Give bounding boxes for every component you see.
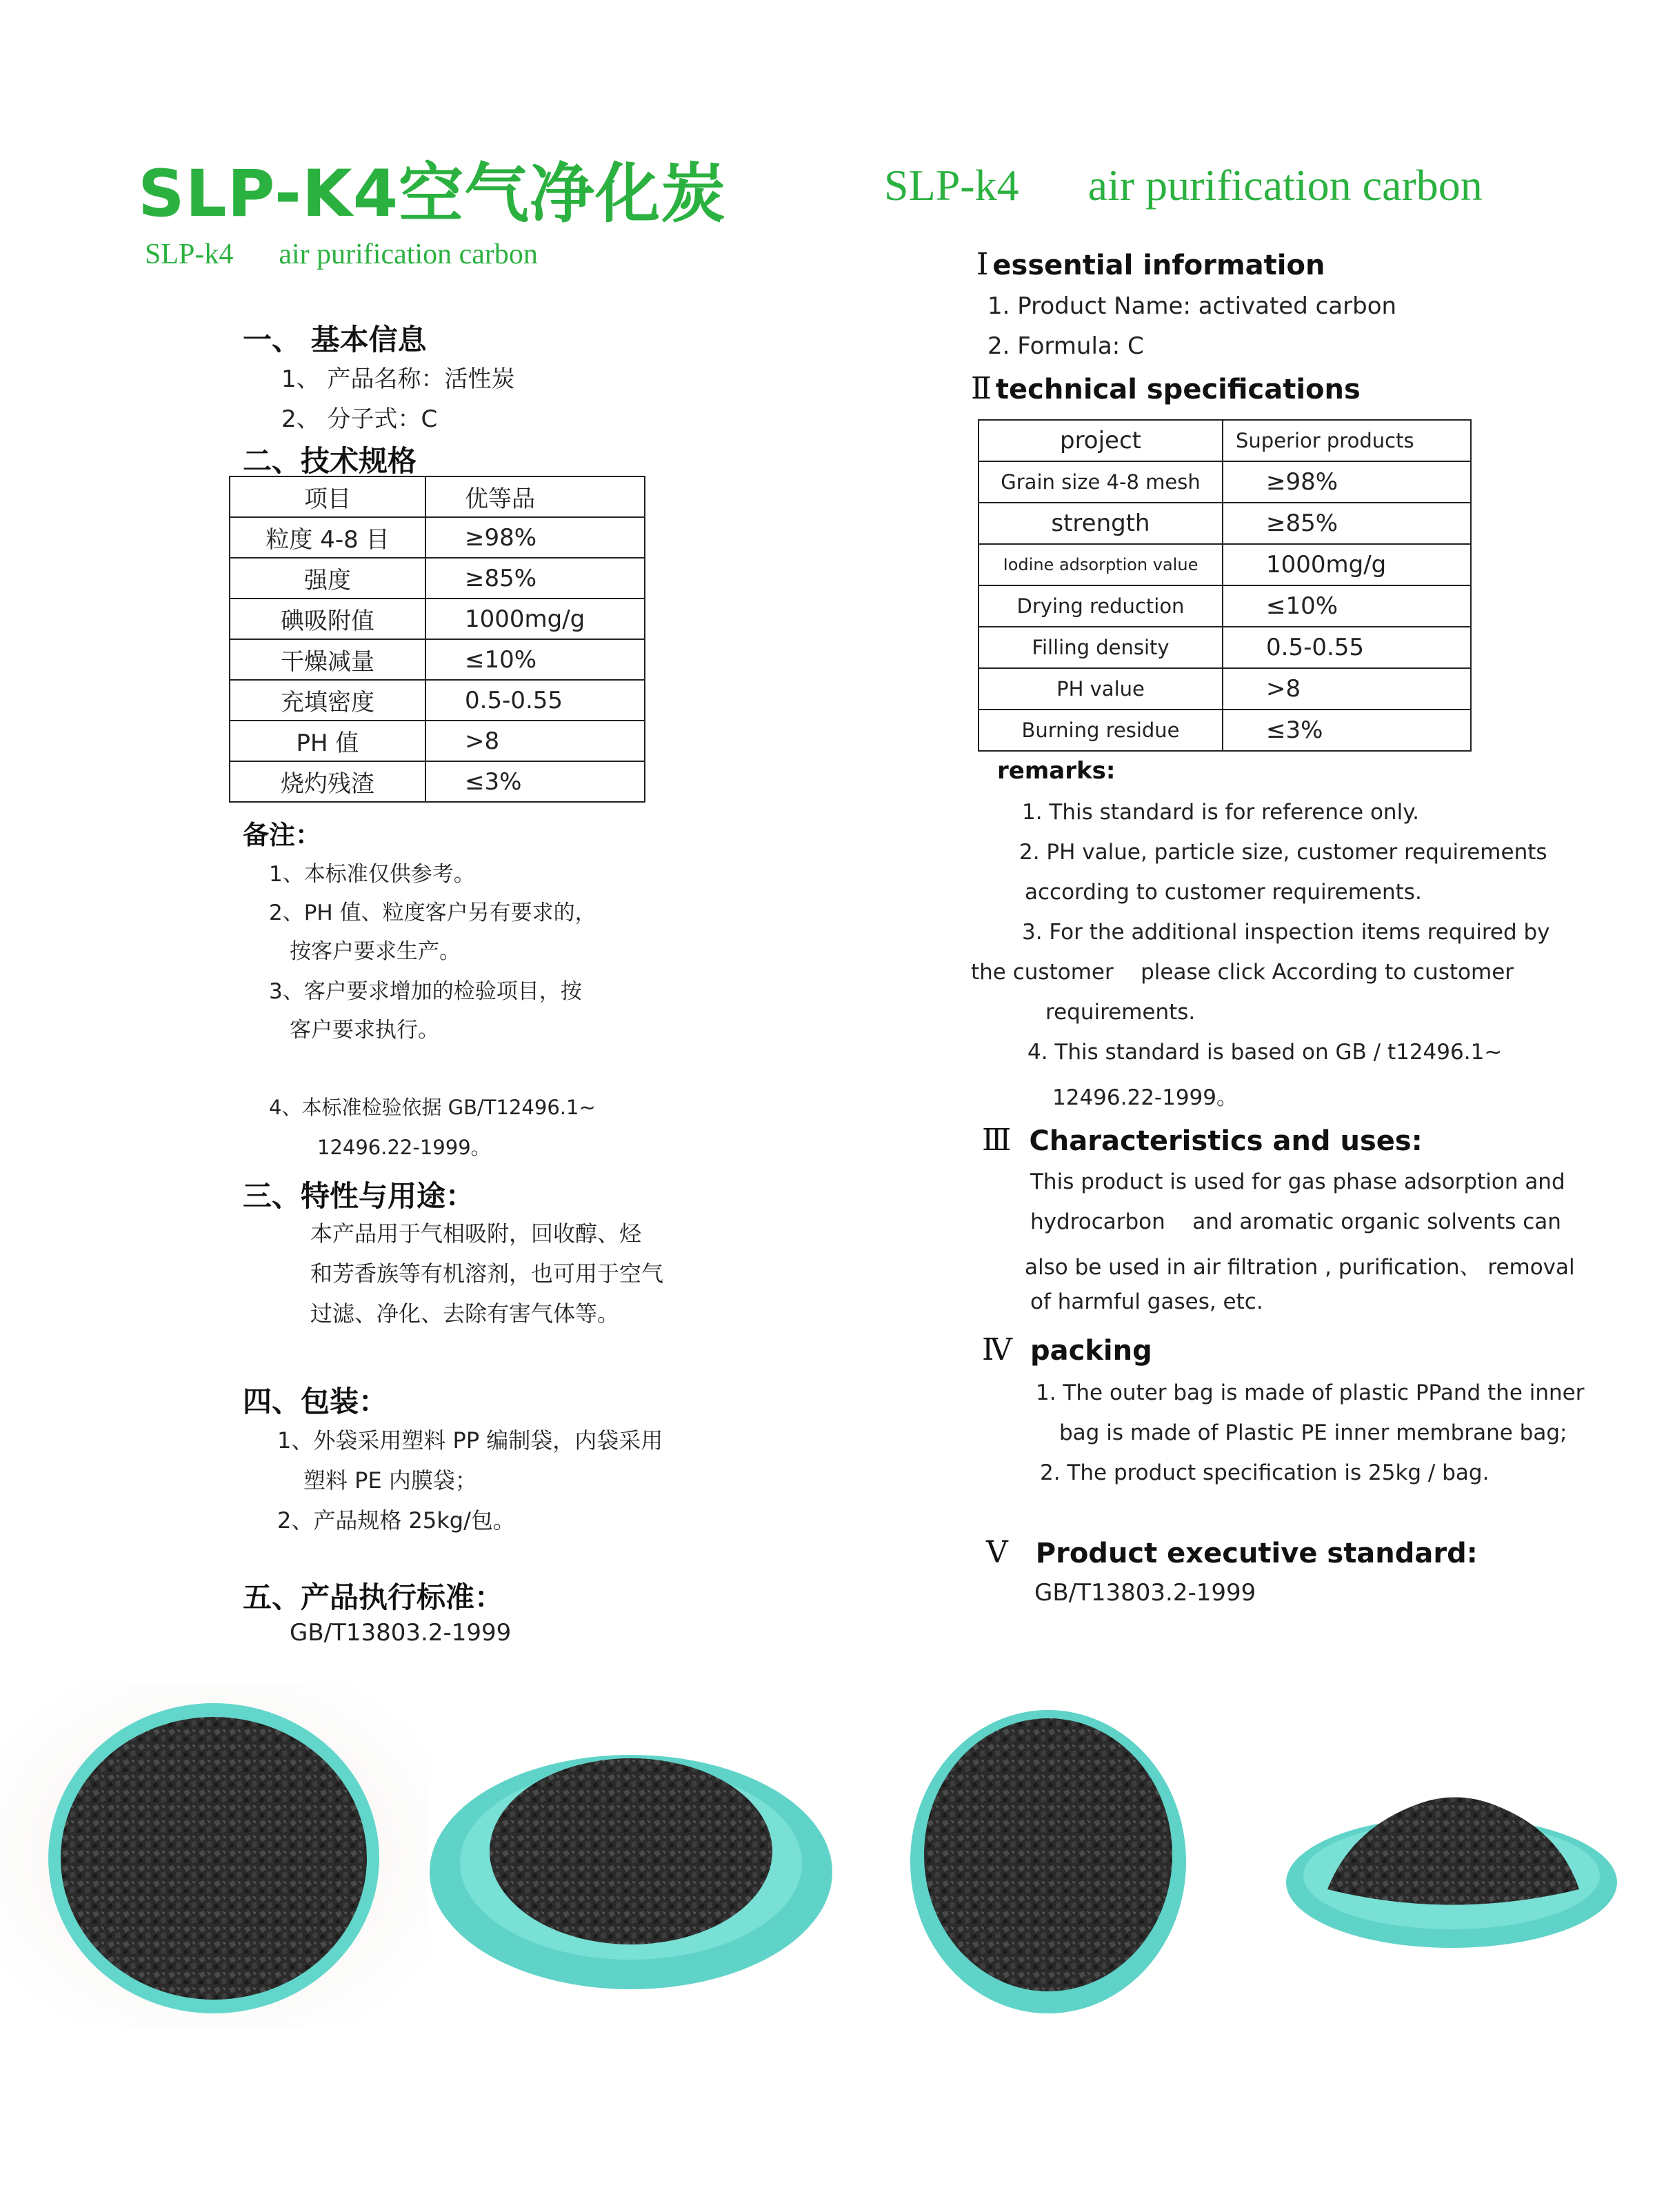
- product-photos: [0, 1682, 1655, 2027]
- page-title-en: [884, 160, 1483, 211]
- table-header-cell: 项目: [230, 476, 425, 517]
- cn-packing-line: 1、外袋采用塑料 PP 编制袋，内袋采用: [277, 1427, 663, 1454]
- en-basic-info-item: 1. Product Name: activated carbon: [987, 292, 1397, 320]
- table-row: [979, 544, 1471, 585]
- table-row: [230, 639, 645, 680]
- cn-section-packing-heading: 四、包装：: [243, 1385, 388, 1418]
- table-cell: strength: [979, 503, 1223, 544]
- en-remark-line: 2. PH value, particle size, customer requirements: [1019, 840, 1547, 865]
- cn-remarks-heading: 备注：: [243, 820, 322, 850]
- table-row: [979, 503, 1471, 544]
- en-section-characteristics-heading: [982, 1123, 1423, 1158]
- table-header-cell: 优等品: [425, 476, 645, 517]
- table-row: [979, 627, 1471, 668]
- table-cell: Filling density: [979, 627, 1223, 668]
- table-cell: ≥85%: [425, 558, 645, 599]
- carbon-pile-teal-dish-photo: [1286, 1798, 1617, 1949]
- en-characteristics-line: hydrocarbon and aromatic organic solvents can: [1030, 1209, 1561, 1234]
- page-subtitle: [145, 238, 538, 271]
- en-section-tech-spec-heading: [971, 371, 1361, 406]
- en-packing-line: bag is made of Plastic PE inner membrane bag;: [1059, 1420, 1567, 1445]
- table-cell: ≤10%: [1223, 585, 1471, 627]
- en-section-essential-label: essential information: [992, 250, 1325, 281]
- cn-section-characteristics-heading: 三、特性与用途：: [243, 1179, 475, 1213]
- table-cell: ≤3%: [1223, 710, 1471, 751]
- en-characteristics-line: This product is used for gas phase adsorption and: [1030, 1169, 1565, 1194]
- en-characteristics-line: also be used in air filtration , purification、 removal: [1025, 1255, 1575, 1280]
- cn-remark-line: 1、本标准仅供参考。: [269, 862, 475, 887]
- en-section-characteristics-label: Characteristics and uses:: [1029, 1125, 1423, 1157]
- table-header-row: [979, 420, 1471, 461]
- table-cell: ≤3%: [425, 761, 645, 802]
- en-basic-info-item: 2. Formula: C: [987, 332, 1144, 360]
- subtitle-text: air purification carbon: [279, 239, 538, 270]
- table-cell: ≤10%: [425, 639, 645, 680]
- en-section-tech-spec-label: technical specifications: [995, 374, 1361, 405]
- en-remark-line: according to customer requirements.: [1025, 880, 1422, 905]
- en-packing-line: 2. The product specification is 25kg / bag.: [1040, 1460, 1490, 1485]
- cn-characteristics-line: 和芳香族等有机溶剂，也可用于空气: [310, 1260, 664, 1287]
- product-photos-strip: [0, 1682, 1655, 2027]
- carbon-granules-closeup-photo: [910, 1710, 1186, 2013]
- en-remark-line: the customer please click According to customer: [971, 960, 1514, 985]
- roman-numeral-1: Ⅰ: [976, 247, 989, 282]
- cn-packing-line: 塑料 PE 内膜袋；: [303, 1467, 477, 1494]
- roman-numeral-5: Ⅴ: [986, 1535, 1008, 1570]
- cn-spec-table: [229, 476, 645, 803]
- table-cell: 0.5-0.55: [425, 680, 645, 721]
- cn-characteristics-line: 过滤、净化、去除有害气体等。: [310, 1300, 620, 1327]
- en-section-essential-heading: [976, 247, 1325, 282]
- table-cell: 充填密度: [230, 680, 425, 721]
- cn-basic-info-item: 2、 分子式：C: [281, 405, 438, 433]
- table-row: [230, 721, 645, 761]
- cn-section-standard-heading: 五、产品执行标准：: [243, 1580, 504, 1614]
- table-cell: 粒度 4-8 目: [230, 517, 425, 558]
- table-row: [230, 680, 645, 721]
- table-cell: Grain size 4-8 mesh: [979, 461, 1223, 503]
- table-cell: Burning residue: [979, 710, 1223, 751]
- table-cell: 烧灼残渣: [230, 761, 425, 802]
- table-header-cell: Superior products: [1223, 420, 1471, 461]
- cn-remark-line: 3、客户要求增加的检验项目，按: [269, 979, 582, 1004]
- en-remark-line: 12496.22-1999。: [1052, 1085, 1238, 1110]
- table-cell: 干燥减量: [230, 639, 425, 680]
- table-row: [230, 599, 645, 639]
- roman-numeral-4: Ⅳ: [982, 1332, 1012, 1367]
- cn-remark-line: 4、本标准检验依据 GB/T12496.1~: [269, 1096, 596, 1119]
- cn-standard-value: GB/T13803.2-1999: [290, 1619, 512, 1647]
- title-en-text: air purification carbon: [1087, 161, 1483, 210]
- en-remark-line: 3. For the additional inspection items required by: [1022, 920, 1550, 945]
- table-cell: >8: [1223, 668, 1471, 710]
- table-row: [979, 461, 1471, 503]
- table-cell: 0.5-0.55: [1223, 627, 1471, 668]
- en-characteristics-line: of harmful gases, etc.: [1030, 1289, 1263, 1314]
- table-cell: 碘吸附值: [230, 599, 425, 639]
- cn-basic-info-item: 1、 产品名称：活性炭: [281, 365, 515, 393]
- roman-numeral-2: Ⅱ: [971, 371, 992, 406]
- carbon-granules-photo: [0, 1682, 428, 2027]
- cn-remark-line: 2、PH 值、粒度客户另有要求的，: [269, 901, 596, 925]
- table-cell: 1000mg/g: [1223, 544, 1471, 585]
- table-row: [230, 761, 645, 802]
- en-standard-value: GB/T13803.2-1999: [1034, 1579, 1256, 1607]
- table-cell: >8: [425, 721, 645, 761]
- table-row: [979, 585, 1471, 627]
- en-remarks-heading: remarks:: [997, 757, 1116, 785]
- table-cell: PH value: [979, 668, 1223, 710]
- table-cell: Drying reduction: [979, 585, 1223, 627]
- en-remark-line: 1. This standard is for reference only.: [1022, 800, 1419, 825]
- en-section-standard-label: Product executive standard:: [1035, 1538, 1478, 1569]
- table-cell: PH 值: [230, 721, 425, 761]
- table-row: [230, 558, 645, 599]
- en-section-standard-heading: [986, 1535, 1478, 1570]
- en-spec-table: [978, 419, 1472, 752]
- table-cell: ≥85%: [1223, 503, 1471, 544]
- table-cell: ≥98%: [425, 517, 645, 558]
- table-row: [230, 517, 645, 558]
- en-section-packing-label: packing: [1030, 1335, 1152, 1367]
- table-header-row: [230, 476, 645, 517]
- cn-remark-line: 按客户要求生产。: [290, 939, 461, 964]
- title-en-model: SLP-k4: [884, 161, 1019, 210]
- en-remark-line: 4. This standard is based on GB / t12496.1~: [1027, 1040, 1503, 1065]
- table-cell: Iodine adsorption value: [979, 544, 1223, 585]
- subtitle-model: SLP-k4: [145, 239, 234, 270]
- cn-section-tech-spec-heading: 二、技术规格: [243, 444, 417, 478]
- table-row: [979, 710, 1471, 751]
- table-cell: ≥98%: [1223, 461, 1471, 503]
- table-cell: 强度: [230, 558, 425, 599]
- cn-packing-line: 2、产品规格 25kg/包。: [277, 1507, 515, 1534]
- table-cell: 1000mg/g: [425, 599, 645, 639]
- cn-remark-line: 12496.22-1999。: [317, 1136, 491, 1159]
- en-remark-line: requirements.: [1045, 1000, 1196, 1025]
- en-section-packing-heading: [982, 1332, 1152, 1367]
- cn-section-basic-info-heading: 一、 基本信息: [243, 323, 427, 356]
- cn-remark-line: 客户要求执行。: [290, 1018, 439, 1043]
- en-packing-line: 1. The outer bag is made of plastic PPand the inner: [1036, 1380, 1585, 1405]
- page-title-cn: SLP-K4空气净化炭: [138, 157, 727, 232]
- roman-numeral-3: Ⅲ: [982, 1123, 1012, 1158]
- carbon-in-teal-dish-photo: [430, 1755, 832, 1989]
- cn-characteristics-line: 本产品用于气相吸附，回收醇、烃: [310, 1220, 642, 1247]
- table-header-cell: project: [979, 420, 1223, 461]
- table-row: [979, 668, 1471, 710]
